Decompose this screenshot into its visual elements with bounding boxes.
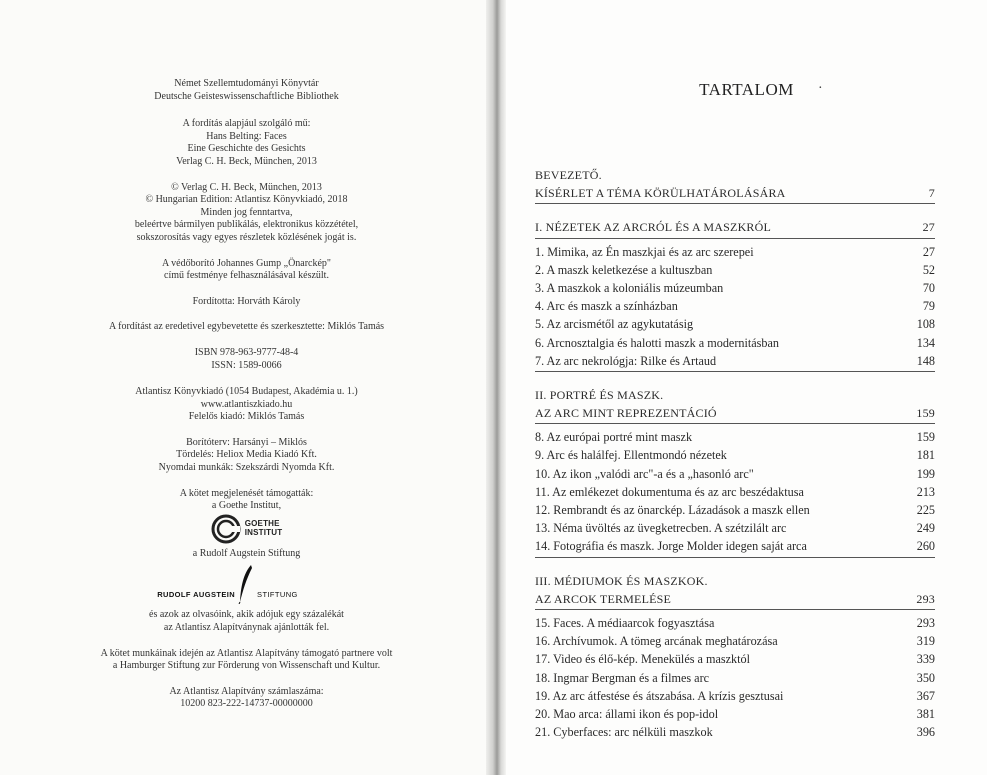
chapter-row (535, 614, 935, 632)
chapter-row (535, 428, 935, 446)
chapter-page: 70 (922, 280, 935, 295)
account-number: 10200 823-222-14737-00000000 (180, 698, 313, 710)
support-line: A kötet megjelenését támogatták: (179, 487, 314, 499)
chapter-title: 2. A maszk keletkezése a kultuszban (535, 262, 713, 277)
chapter-title: 6. Arcnosztalgia és halotti maszk a modernitásban (535, 335, 780, 350)
translator-credit: Fordította: Horváth Károly (192, 295, 301, 307)
chapter-row (535, 243, 935, 261)
publisher-line: Atlantisz Könyvkiadó (1054 Budapest, Akadémia u. 1.) (135, 386, 358, 398)
chapter-title: 18. Ingmar Bergman és a filmes arc (535, 670, 710, 685)
chapter-title: 14. Fotográfia és maszk. Jorge Molder idegen saját arca (535, 539, 807, 554)
chapter-row (535, 352, 935, 370)
chapter-page: 396 (916, 725, 935, 740)
section-heading (535, 404, 935, 422)
chapter-row (535, 501, 935, 519)
copyright-line: © Hungarian Edition: Atlantisz Könyvkiadó, 2018 (145, 194, 348, 206)
chapter-title: 4. Arc és maszk a színházban (535, 299, 678, 314)
chapter-row (535, 297, 935, 315)
chapter-page: 249 (916, 521, 935, 536)
rudolf-augstein-logo (0, 560, 493, 604)
production-credits (0, 437, 493, 475)
section-title: II. PORTRÉ ÉS MASZK. (535, 387, 664, 402)
chapter-page: 293 (916, 615, 935, 630)
partner-line: a Hamburger Stiftung zur Förderung von Wissenschaft und Kultur. (112, 660, 381, 672)
chapter-page: 339 (916, 652, 935, 667)
original-line: Verlag C. H. Beck, München, 2013 (176, 155, 317, 167)
chapter-title: 8. Az európai portré mint maszk (535, 430, 693, 445)
isbn-line: ISBN 978-963-9777-48-4 (194, 346, 299, 358)
chapter-page: 181 (916, 448, 935, 463)
readers-line: és azok az olvasóink, akik adójuk egy százalékát (149, 609, 344, 621)
section-subtitle: AZ ARCOK TERMELÉSE (535, 591, 672, 606)
intro-title-line1: BEVEZETŐ. (535, 168, 602, 182)
chapter-row (535, 723, 935, 741)
cover-credit (0, 258, 493, 283)
section-page: 293 (916, 591, 935, 606)
augstein-logo-suffix: STIFTUNG (257, 589, 298, 599)
section-heading (535, 386, 935, 404)
partner-block (0, 648, 493, 673)
chapter-row (535, 334, 935, 352)
chapter-title: 13. Néma üvöltés az üvegketrecben. A szétzilált arc (535, 521, 787, 536)
chapter-page: 52 (922, 262, 935, 277)
chapter-row (535, 519, 935, 537)
section-subtitle: AZ ARC MINT REPREZENTÁCIÓ (535, 406, 717, 421)
chapter-row (535, 483, 935, 501)
editor-credit: A fordítást az eredetivel egybevetette és szerkesztette: Miklós Tamás (108, 321, 385, 333)
original-line: A fordítás alapjául szolgáló mű: (182, 118, 311, 130)
augstein-logo-name: RUDOLF AUGSTEIN (157, 589, 236, 599)
chapter-row (535, 315, 935, 333)
chapter-title: 21. Cyberfaces: arc nélküli maszkok (535, 725, 713, 740)
support-block (0, 488, 493, 513)
isbn-block (0, 347, 493, 372)
library-series (0, 78, 493, 103)
book-gutter (486, 0, 506, 775)
chapter-title: 11. Az emlékezet dokumentuma és az arc beszédaktusa (535, 484, 804, 499)
chapter-title: 19. Az arc átfestése és átszabása. A krízis gesztusai (535, 688, 784, 703)
intro-title-line2: KÍSÉRLET A TÉMA KÖRÜLHATÁROLÁSÁRA (535, 186, 786, 201)
chapter-page: 134 (916, 335, 935, 350)
chapter-title: 15. Faces. A médiaarcok fogyasztása (535, 615, 715, 630)
chapter-title: 16. Archívumok. A tömeg arcának meghatározása (535, 634, 778, 649)
chapter-page: 319 (916, 634, 935, 649)
chapter-title: 1. Mimika, az Én maszkjai és az arc szerepei (535, 244, 754, 259)
toc-title: TARTALOM (699, 80, 794, 99)
library-line: Deutsche Geisteswissenschaftliche Bibliothek (154, 90, 339, 102)
chapter-title: 9. Arc és halálfej. Ellentmondó nézetek (535, 448, 727, 463)
library-line: Német Szellemtudományi Könyvtár (174, 78, 319, 89)
ink-dot: · (818, 81, 823, 96)
section-heading (535, 218, 935, 236)
chapter-title: 20. Mao arca: állami ikon és pop-idol (535, 706, 719, 721)
section-page: 159 (916, 406, 935, 421)
chapter-title: 10. Az ikon „valódi arc"-a és a „hasonló arc" (535, 466, 754, 481)
section-page: 27 (922, 220, 935, 235)
support-line: a Goethe Institut, (211, 500, 282, 512)
chapter-row (535, 279, 935, 297)
goethe-logo-text (245, 520, 283, 537)
chapter-row (535, 446, 935, 464)
chapter-page: 79 (922, 299, 935, 314)
chapter-page: 27 (922, 244, 935, 259)
goethe-logo-word: GOETHE (244, 519, 280, 529)
chapter-row (535, 705, 935, 723)
chapter-row (535, 632, 935, 650)
publisher-block (0, 386, 493, 424)
chapter-page: 367 (916, 688, 935, 703)
chapter-title: 17. Video és élő-kép. Menekülés a maszktól (535, 652, 750, 667)
readers-support (0, 609, 493, 634)
isbn-line: ISSN: 1589-0066 (211, 359, 282, 371)
cover-line: A védőborító Johannes Gump „Önarckép" (161, 257, 332, 269)
chapter-page: 199 (916, 466, 935, 481)
production-line: Tördelés: Heliox Media Kiadó Kft. (176, 449, 317, 461)
chapter-page: 350 (916, 670, 935, 685)
chapter-row (535, 465, 935, 483)
chapter-page: 148 (916, 353, 935, 368)
toc-intro-row (535, 166, 935, 184)
publisher-url: www.atlantiszkiado.hu (200, 398, 293, 410)
readers-line: az Atlantisz Alapítványnak ajánlották fel. (163, 622, 330, 634)
copyright-line: Minden jog fenntartva, (200, 206, 293, 218)
table-of-contents (535, 166, 935, 741)
chapter-page: 381 (916, 706, 935, 721)
section-heading (535, 572, 935, 590)
chapter-row (535, 669, 935, 687)
goethe-logo-word: INSTITUT (244, 527, 283, 537)
toc-intro-row (535, 184, 935, 202)
chapter-page: 159 (916, 430, 935, 445)
account-block (0, 686, 493, 711)
chapter-title: 7. Az arc nekrológja: Rilke és Artaud (535, 353, 717, 368)
chapter-page: 225 (916, 503, 935, 517)
chapter-row (535, 261, 935, 279)
original-line: Eine Geschichte des Gesichts (187, 143, 306, 155)
chapter-row (535, 537, 935, 555)
copyright-notice (0, 182, 493, 245)
augstein-line: a Rudolf Augstein Stiftung (192, 547, 301, 559)
feather-quill-icon (237, 564, 255, 604)
section-title: III. MÉDIUMOK ÉS MASZKOK. (535, 573, 708, 588)
copyright-line: beleértve bármilyen publikálás, elektronikus közzététel, (134, 219, 359, 231)
original-edition (0, 118, 493, 168)
original-line: Hans Belting: Faces (206, 130, 287, 142)
imprint-page (0, 0, 493, 775)
chapter-title: 3. A maszkok a koloniális múzeumban (535, 280, 724, 295)
cover-line: című festménye felhasználásával készült. (164, 270, 329, 282)
account-line: Az Atlantisz Alapítvány számlaszáma: (169, 685, 324, 697)
goethe-institut-logo (0, 513, 493, 545)
copyright-line: © Verlag C. H. Beck, München, 2013 (171, 181, 322, 193)
intro-page: 7 (928, 186, 935, 201)
production-line: Borítóterv: Harsányi – Miklós (186, 436, 307, 448)
chapter-row (535, 650, 935, 668)
chapter-page: 260 (916, 539, 935, 554)
imprint-block (0, 78, 493, 711)
partner-line: A kötet munkáinak idején az Atlantisz Alapítvány támogató partnere volt (100, 647, 393, 659)
chapter-page: 213 (916, 484, 935, 499)
copyright-line: sokszorosítás vagy egyes részletek közlésének jogát is. (136, 231, 357, 243)
goethe-swirl-icon (211, 514, 241, 544)
section-title: I. NÉZETEK AZ ARCRÓL ÉS A MASZKRÓL (535, 220, 772, 235)
chapter-page: 108 (916, 317, 935, 332)
production-line: Nyomdai munkák: Szekszárdi Nyomda Kft. (158, 462, 335, 474)
chapter-title: 12. Rembrandt és az önarckép. Lázadások a maszk ellen (535, 503, 810, 517)
chapter-row (535, 687, 935, 705)
section-heading (535, 590, 935, 608)
chapter-title: 5. Az arcismétől az agykutatásig (535, 317, 694, 332)
publisher-line: Felelős kiadó: Miklós Tamás (188, 411, 305, 423)
